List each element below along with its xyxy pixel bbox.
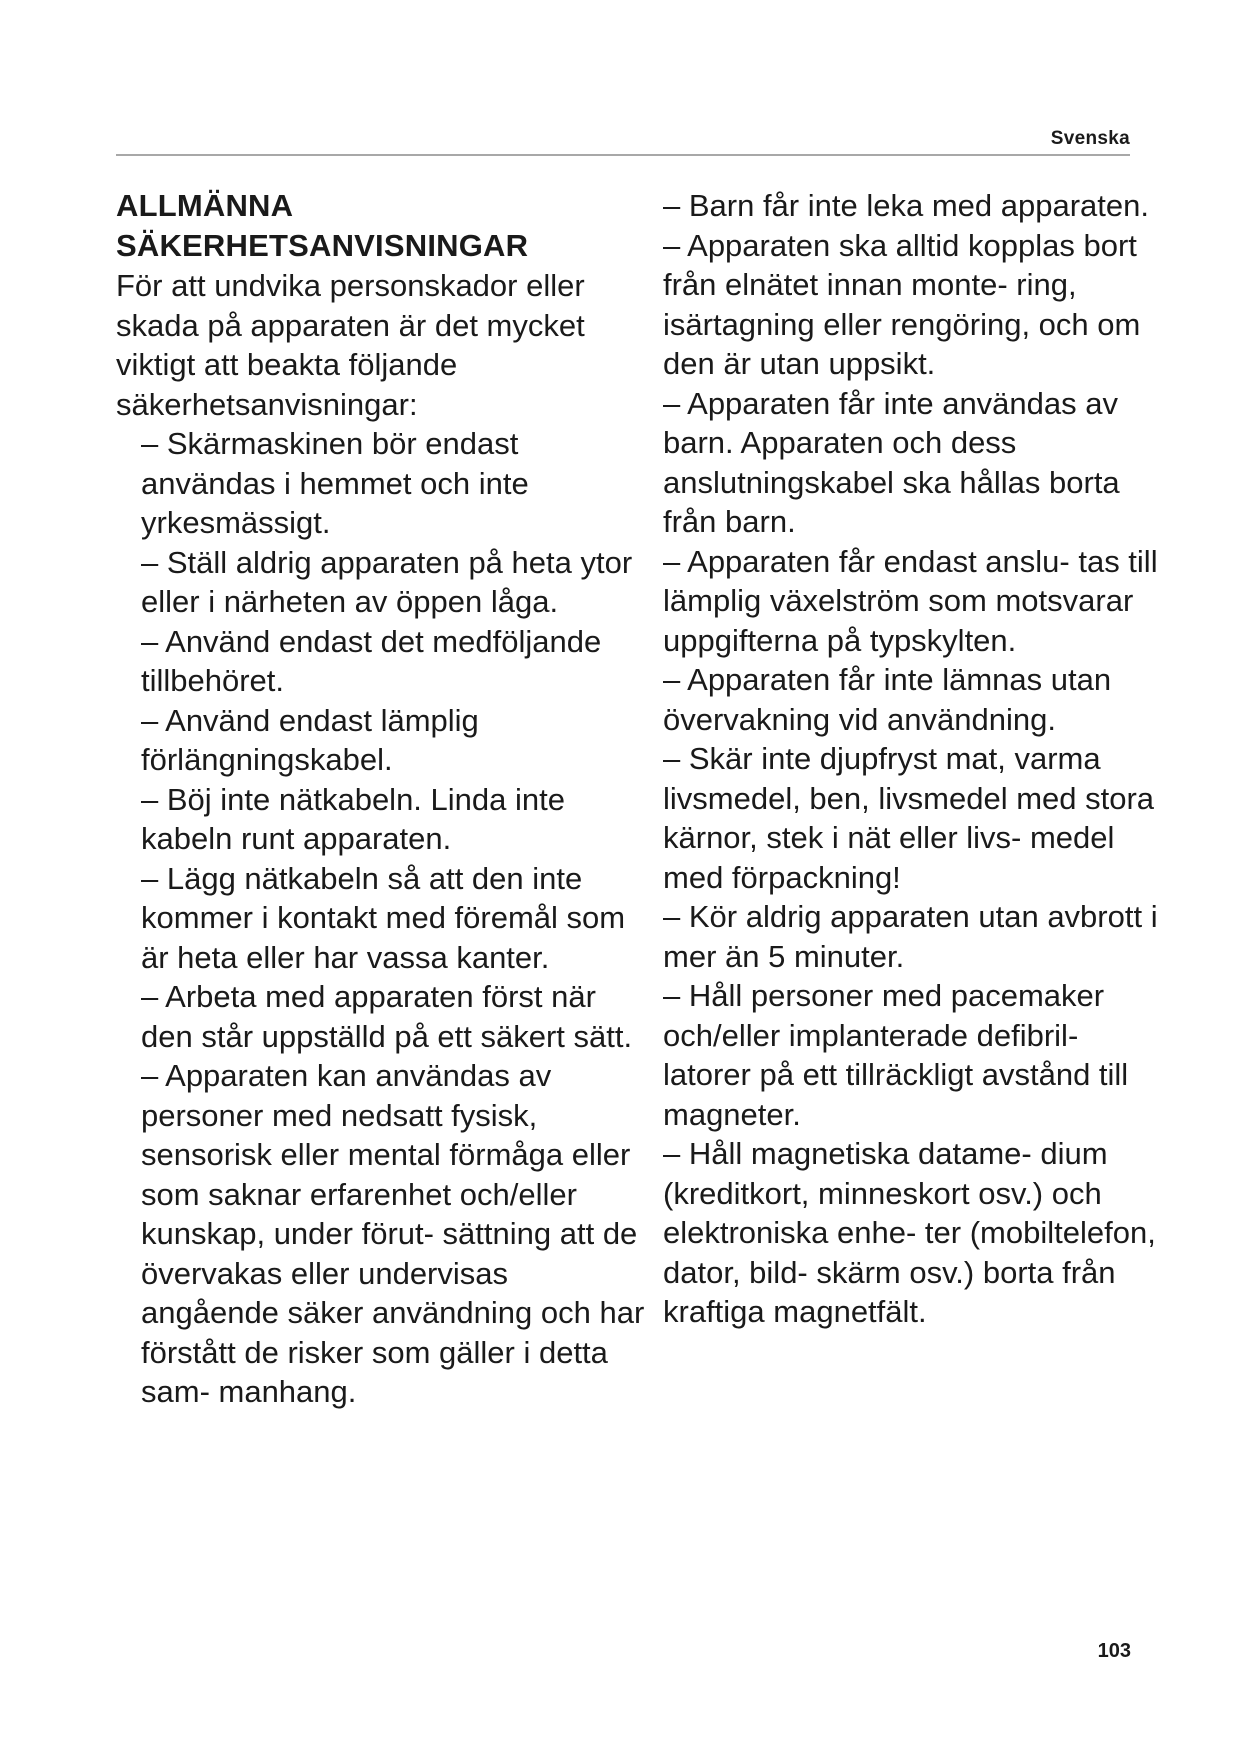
- left-column: [116, 186, 646, 1412]
- intro-paragraph: För att undvika personskador eller skada på apparaten är det mycket viktigt att beakta följande säkerhetsanvisningar:: [116, 268, 585, 422]
- safety-item: – Ställ aldrig apparaten på heta ytor eller i närheten av öppen låga.: [141, 544, 633, 619]
- safety-item: – Använd endast lämplig förlängningskabel.: [141, 702, 479, 777]
- right-column: [663, 186, 1173, 1332]
- safety-item: – Håll magnetiska datame- dium (kreditkort, minneskort osv.) och elektroniska enhe- ter (mobiltelefon, dator, bild- skärm osv.) borta från kraftiga magnetfält.: [663, 1136, 1156, 1329]
- safety-item: – Håll personer med pacemaker och/eller implanterade defibril- latorer på ett tillräckligt avstånd till magneter.: [663, 978, 1129, 1132]
- section-heading: [116, 186, 646, 266]
- page-number: 103: [1097, 1640, 1131, 1662]
- safety-list-right: [663, 186, 1173, 1332]
- safety-item: – Skärmaskinen bör endast användas i hemmet och inte yrkesmässigt.: [141, 426, 529, 540]
- safety-item: – Böj inte nätkabeln. Linda inte kabeln runt apparaten.: [141, 781, 565, 856]
- safety-item: – Kör aldrig apparaten utan avbrott i mer än 5 minuter.: [663, 899, 1158, 974]
- safety-item: – Använd endast det medföljande tillbehöret.: [141, 623, 602, 698]
- safety-item: – Apparaten ska alltid kopplas bort från elnätet innan monte- ring, isärtagning eller rengöring, och om den är utan uppsikt.: [663, 227, 1141, 381]
- language-label: Svenska: [1050, 128, 1130, 149]
- safety-list-left: [141, 424, 646, 1412]
- safety-item: – Barn får inte leka med apparaten.: [663, 188, 1149, 223]
- heading-line-1: ALLMÄNNA: [116, 188, 294, 223]
- safety-item: – Arbeta med apparaten först när den står uppställd på ett säkert sätt.: [141, 979, 633, 1054]
- page-header: [116, 126, 1130, 156]
- safety-item: – Apparaten får inte användas av barn. Apparaten och dess anslutningskabel ska hållas borta från barn.: [663, 385, 1120, 539]
- safety-item: – Apparaten kan användas av personer med nedsatt fysisk, sensorisk eller mental förmåga eller som saknar erfarenhet och/eller kunskap, under förut- sättning att de övervakas eller undervisas angående säker användning och har förstått de risker som gäller i detta sam- manhang.: [141, 1058, 645, 1409]
- safety-item: – Skär inte djupfryst mat, varma livsmedel, ben, livsmedel med stora kärnor, stek i nät eller livs- medel med förpackning!: [663, 741, 1155, 895]
- safety-item: – Lägg nätkabeln så att den inte kommer i kontakt med föremål som är heta eller har vassa kanter.: [141, 860, 626, 975]
- heading-line-2: SÄKERHETSANVISNINGAR: [116, 228, 529, 263]
- safety-item: – Apparaten får inte lämnas utan övervakning vid användning.: [663, 662, 1112, 737]
- safety-item: – Apparaten får endast anslu- tas till lämplig växelström som motsvarar uppgifterna på typskylten.: [663, 543, 1158, 658]
